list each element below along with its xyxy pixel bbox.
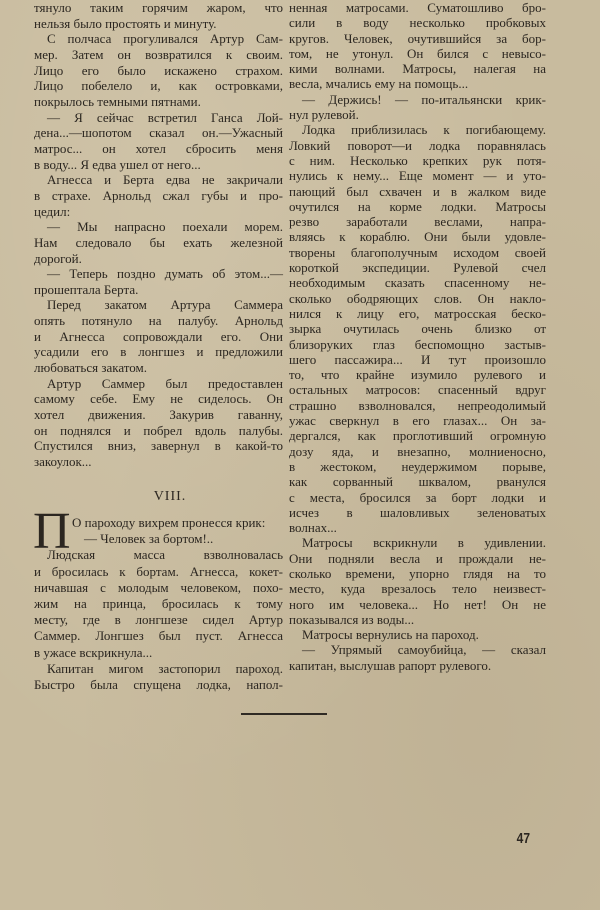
text-line: Они подняли весла и прождали не- bbox=[289, 550, 546, 566]
text-line: дена...—шопотом сказал он.—Ужасный bbox=[34, 125, 283, 141]
text-line: месту, где в лонгшезе сидел Артур bbox=[34, 612, 283, 628]
text-line: и Агнесса сопровождали его. Они bbox=[34, 328, 283, 344]
text-line: — Теперь поздно думать об этом...— bbox=[47, 266, 283, 282]
paragraph bbox=[289, 627, 546, 642]
text-line: ного им человека... Но нет! Он не bbox=[289, 596, 546, 612]
text-line: нулись к нему... Еще момент — и уто- bbox=[289, 168, 546, 184]
text-line: — Человек за бортом!.. bbox=[84, 531, 214, 547]
text-line: Матросы вскрикнули в удивлении. bbox=[302, 535, 546, 551]
text-line: ничавшая с молодым человеком, похо- bbox=[34, 579, 283, 595]
text-line: с ним. Несколько крепких рук потя- bbox=[289, 152, 546, 168]
text-line: сколько времени, упорно глядя на то bbox=[289, 565, 546, 581]
text-line: пающий был схвачен и в жалком виде bbox=[289, 183, 546, 199]
text-line: с места, бросился за борт лодки и bbox=[289, 489, 546, 505]
text-line: матрос... он хотел сбросить меня bbox=[34, 140, 283, 156]
text-line: — Упрямый самоубийца, — сказал bbox=[302, 642, 546, 658]
text-line: показывался из воды... bbox=[289, 611, 415, 627]
paragraph bbox=[289, 122, 546, 535]
text-line: сколько ободряющих слов. Он накло- bbox=[289, 290, 546, 306]
text-line: страшно взволновался, непреодолимый bbox=[289, 397, 546, 413]
paragraph bbox=[34, 0, 283, 31]
paragraph bbox=[34, 297, 283, 375]
text-line: Лицо побелело и, как островками, bbox=[34, 78, 283, 94]
text-line: вляясь к кораблю. Они были удовле- bbox=[289, 229, 546, 245]
text-line: — Я сейчас встретил Ганса Лой- bbox=[47, 109, 283, 125]
text-line: в воду... Я едва ушел от него... bbox=[34, 156, 201, 172]
text-line: Ловкий поворот—и лодка поравнялась bbox=[289, 137, 546, 153]
text-line: остальных матросов: спасенный вдруг bbox=[289, 382, 546, 398]
section-divider bbox=[241, 713, 327, 715]
text-line: сили в воду несколько пробковых bbox=[289, 15, 546, 31]
text-line: Нам следовало бы ехать железной bbox=[34, 234, 283, 250]
text-line: зырка очутилась очень близко от bbox=[289, 321, 546, 337]
text-line: Матросы вернулись на пароход. bbox=[302, 627, 479, 643]
paragraph bbox=[34, 376, 283, 470]
text-line: Лицо его было искажено страхом. bbox=[34, 62, 283, 78]
text-line: С полчаса прогуливался Артур Сам- bbox=[47, 31, 283, 47]
paragraph bbox=[34, 531, 283, 547]
text-line: цедил: bbox=[34, 203, 71, 219]
text-line: и бросилась к бортам. Агнесса, кокет- bbox=[34, 563, 283, 579]
paragraph bbox=[289, 642, 546, 673]
paragraph bbox=[289, 0, 546, 92]
text-line: шего пассажира... И тут произошло bbox=[289, 351, 546, 367]
text-line: как сорванный шквалом, рванулся bbox=[289, 474, 546, 490]
paragraph bbox=[289, 92, 546, 123]
text-line: Агнесса и Берта едва не закричали bbox=[47, 172, 283, 188]
text-line: в жестоком, неудержимом порыве, bbox=[289, 458, 546, 474]
text-line: исчез в шаловливых зеленоватых bbox=[289, 504, 546, 520]
drop-cap: П bbox=[33, 503, 71, 560]
page-number: 47 bbox=[516, 830, 531, 847]
text-line: ужас сверкнул в его глазах... Он за- bbox=[289, 413, 546, 429]
text-line: Лодка приблизилась к погибающему. bbox=[302, 122, 546, 138]
text-line: Капитан мигом застопорил пароход. bbox=[47, 660, 283, 676]
text-line: весла, мчались ему на помощь... bbox=[289, 76, 469, 92]
text-line: любоваться закатом. bbox=[34, 360, 148, 376]
text-line: жим на принца, бросилась к тому bbox=[34, 596, 283, 612]
text-line: Быстро была спущена лодка, напол- bbox=[34, 677, 283, 693]
text-line: опять потянуло на палубу. Арнольд bbox=[34, 313, 283, 329]
text-line: необходимым сказать спасенному не- bbox=[289, 275, 546, 291]
paragraph bbox=[34, 515, 283, 531]
text-line: ненная матросами. Суматошливо бро- bbox=[289, 0, 546, 15]
text-line: мер. Затем он возвратился к своим. bbox=[34, 46, 283, 62]
text-line: Артур Саммер был предоставлен bbox=[47, 375, 283, 391]
text-line: Саммер. Лонгшез был пуст. Агнесса bbox=[34, 628, 283, 644]
paragraph bbox=[289, 535, 546, 627]
text-line: капитан, выслушав рапорт рулевого. bbox=[289, 657, 492, 673]
text-line: — Мы напрасно поехали морем. bbox=[47, 219, 283, 235]
text-line: тянуло таким горячим жаром, что bbox=[34, 0, 283, 15]
paragraph bbox=[34, 661, 283, 693]
text-line: — Держись! — по-итальянски крик- bbox=[302, 91, 546, 107]
text-line: короткой экспедиции. Рулевой счел bbox=[289, 260, 546, 276]
paragraph bbox=[34, 219, 283, 266]
text-line: волнах... bbox=[289, 520, 337, 536]
text-line: Перед закатом Артура Саммера bbox=[47, 297, 283, 313]
text-line: О пароходу вихрем пронесся крик: bbox=[72, 515, 266, 530]
text-line: хотел движения. Закурив гаванну, bbox=[34, 407, 283, 423]
text-line: нул рулевой. bbox=[289, 107, 359, 123]
text-line: место, куда врезалось тело неизвест- bbox=[289, 581, 546, 597]
text-line: дергался, как проглотивший огромную bbox=[289, 428, 546, 444]
right-column bbox=[289, 0, 546, 673]
text-line: Спустился вниз, завернул в какой-то bbox=[34, 438, 283, 454]
left-column-top bbox=[34, 0, 283, 470]
text-line: том, не утонул. Он бился с невысо- bbox=[289, 45, 546, 61]
paragraph bbox=[34, 547, 283, 660]
text-line: очутился на корме лодки. Матросы bbox=[289, 198, 546, 214]
paragraph bbox=[34, 31, 283, 109]
text-line: он поднялся и побрел вдоль палубы. bbox=[34, 422, 283, 438]
text-line: закоулок... bbox=[34, 454, 92, 470]
text-line: прошептала Берта. bbox=[34, 281, 139, 297]
text-line: покрылось темными пятнами. bbox=[34, 93, 201, 109]
chapter-heading: VIII. bbox=[153, 489, 187, 504]
text-line: кими волнами. Матросы, налегая на bbox=[289, 61, 546, 77]
text-line: нельзя было простоять и минуту. bbox=[34, 15, 217, 31]
text-line: дозу яда, и внезапно, молниеносно, bbox=[289, 443, 546, 459]
text-line: близоруких глаз беспомощно застыв- bbox=[289, 336, 546, 352]
paragraph bbox=[34, 266, 283, 297]
text-line: резво заработали веслами, напра- bbox=[289, 214, 546, 230]
text-line: самому себе. Ему не сиделось. Он bbox=[34, 391, 283, 407]
text-line: дорогой. bbox=[34, 250, 82, 266]
text-line: творены благополучным исходом своей bbox=[289, 244, 546, 260]
text-line: Людская масса взволновалась bbox=[47, 547, 283, 563]
text-line: нился к лицу его, матросская беско- bbox=[289, 305, 546, 321]
text-line: в страхе. Арнольд сжал губы и про- bbox=[34, 187, 283, 203]
text-line: кругов. Человек, очутившийся за бор- bbox=[289, 30, 546, 46]
text-line: в ужасе вскрикнула... bbox=[34, 644, 153, 660]
paragraph bbox=[34, 172, 283, 219]
left-column-bottom bbox=[34, 515, 283, 693]
text-line: то, что крайне изумило рулевого и bbox=[289, 367, 546, 383]
paragraph bbox=[34, 110, 283, 173]
text-line: усадили его в лонгшез и предложили bbox=[34, 344, 283, 360]
